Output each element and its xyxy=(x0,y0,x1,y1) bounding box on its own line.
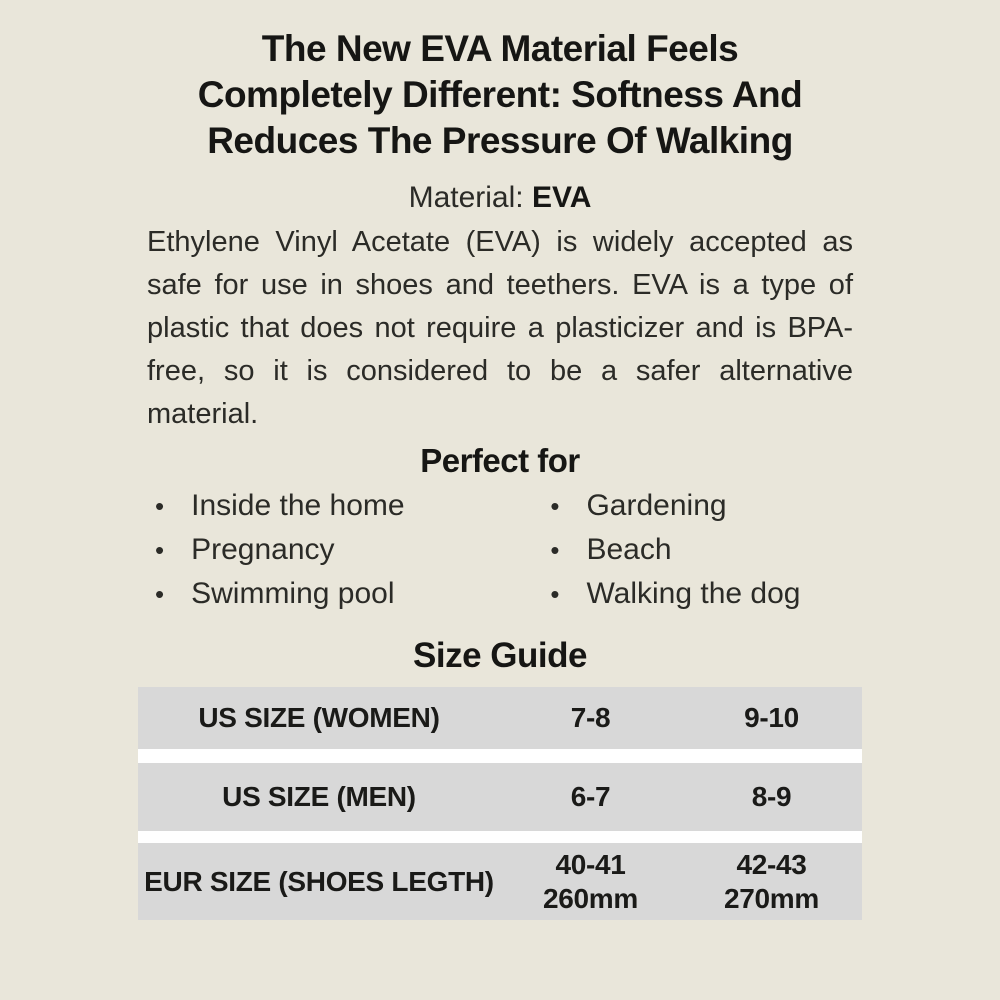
row-value-line: 270mm xyxy=(723,882,819,914)
list-item-label: Walking the dog xyxy=(586,577,801,610)
list-item-label: Pregnancy xyxy=(191,533,335,566)
material-line xyxy=(0,181,1000,215)
table-row-eur-size xyxy=(138,843,862,920)
size-guide-table xyxy=(138,687,862,920)
perfect-for-lists xyxy=(147,484,853,616)
row-value-1: 7-8 xyxy=(570,702,611,733)
main-heading xyxy=(70,26,930,164)
material-label: Material: xyxy=(408,181,532,214)
row-label: EUR SIZE (SHOES LEGTH) xyxy=(144,865,494,897)
list-item xyxy=(542,572,853,616)
bullet-icon: • xyxy=(155,491,165,521)
material-description: Ethylene Vinyl Acetate (EVA) is widely accepted as safe for use in shoes and teethers. EVA is a type of plastic that does not require a plasticizer and is BPA-free, so it is considered to be a safer alternative material. xyxy=(147,226,853,430)
list-item-label: Gardening xyxy=(586,489,727,522)
bullet-icon: • xyxy=(155,535,165,565)
row-value-2: 8-9 xyxy=(751,781,792,812)
row-value-line: 42-43 xyxy=(736,848,807,880)
list-item xyxy=(147,528,542,572)
perfect-for-list-right xyxy=(542,484,853,616)
main-heading-line-3: Reduces The Pressure Of Walking xyxy=(207,120,793,161)
row-label: US SIZE (WOMEN) xyxy=(198,702,440,733)
row-value-line: 40-41 xyxy=(555,848,626,880)
list-item xyxy=(542,528,853,572)
perfect-for-list-left xyxy=(147,484,542,616)
row-label: US SIZE (MEN) xyxy=(222,781,416,812)
material-value: EVA xyxy=(531,181,592,214)
list-item-label: Inside the home xyxy=(191,489,405,522)
row-value-2 xyxy=(681,848,862,916)
list-item-label: Beach xyxy=(586,533,672,566)
row-value-1 xyxy=(500,848,681,916)
perfect-for-heading: Perfect for xyxy=(420,442,580,479)
main-heading-line-2: Completely Different: Softness And xyxy=(197,74,803,115)
list-item-label: Swimming pool xyxy=(191,577,395,610)
bullet-icon: • xyxy=(550,579,560,609)
list-item xyxy=(147,484,542,528)
size-guide-heading: Size Guide xyxy=(413,636,587,675)
bullet-icon: • xyxy=(550,535,560,565)
row-value-line: 260mm xyxy=(542,882,638,914)
row-value-2: 9-10 xyxy=(744,702,799,733)
table-row-us-women xyxy=(138,687,862,749)
main-heading-line-1: The New EVA Material Feels xyxy=(261,28,739,69)
table-row-us-men xyxy=(138,763,862,831)
bullet-icon: • xyxy=(155,579,165,609)
list-item xyxy=(147,572,542,616)
list-item xyxy=(542,484,853,528)
row-value-1: 6-7 xyxy=(570,781,611,812)
bullet-icon: • xyxy=(550,491,560,521)
